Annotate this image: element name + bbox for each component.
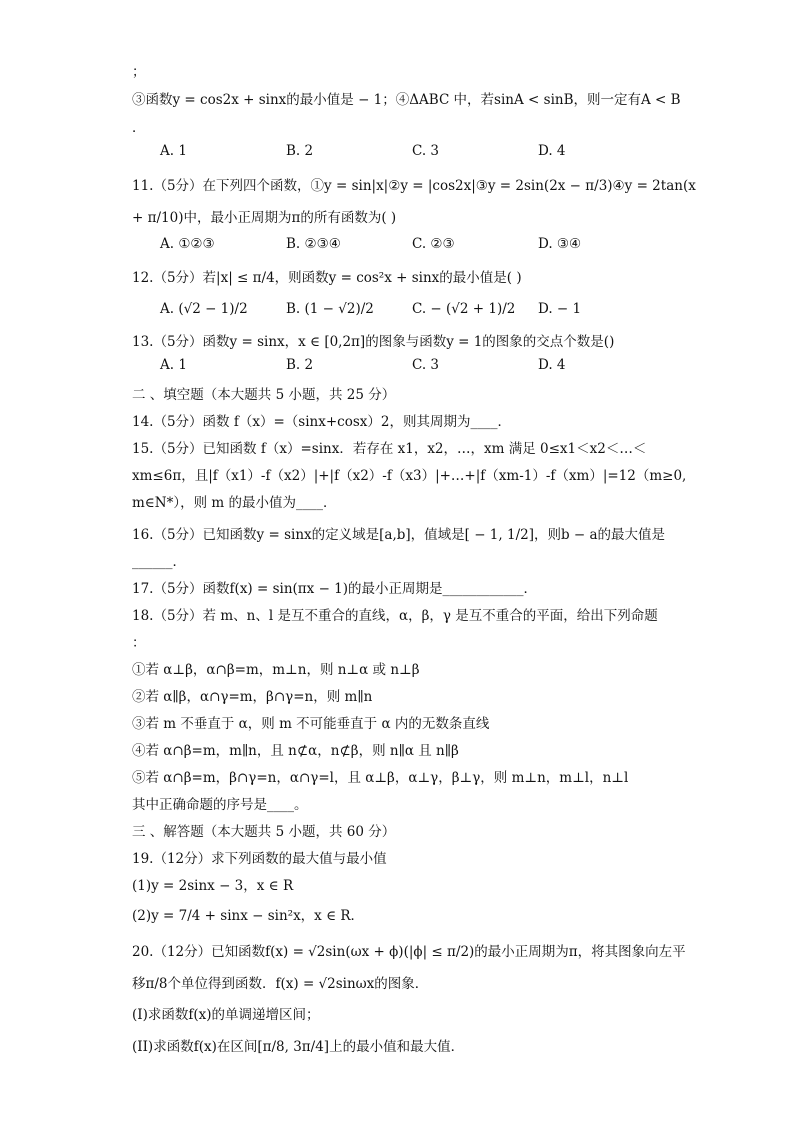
option-c: C. 3	[412, 357, 440, 373]
question-20-cont: 移π/8个单位得到函数．f(x) = √2sinωx的图象．	[132, 976, 429, 992]
option-a: A. 1	[160, 143, 187, 159]
section-heading: 二 、填空题（本大题共 5 小题，共 25 分）	[132, 387, 396, 403]
question-12: 12.（5分）若|x| ≤ π/4，则函数y = cos²x + sinx的最小值是( )	[132, 270, 522, 286]
option-b: B. 2	[286, 357, 314, 373]
question-16: 16.（5分）已知函数y = sinx的定义域是[a,b]，值域是[ − 1, 1/2]，则b − a的最大值是	[132, 527, 666, 543]
question-14: 14.（5分）函数 f（x）=（sinx+cosx）2，则其周期为____．	[132, 414, 511, 430]
option-b: B. 2	[286, 143, 314, 159]
question-19-part-2: (2)y = 7/4 + sinx − sin²x，x ∈ R．	[132, 908, 365, 924]
question-18-cont: ：	[132, 635, 146, 651]
question-19: 19.（12分）求下列函数的最大值与最小值	[132, 851, 387, 867]
question-15-cont: xm≤6π，且|f（x1）-f（x2）|+|f（x2）-f（x3）|+…+|f（xm-1）-f（xm）|=12（m≥0,	[132, 468, 687, 484]
option-c: C. − (√2 + 1)/2	[412, 301, 516, 317]
option-d: D. ③④	[538, 236, 582, 252]
option-a: A. (√2 − 1)/2	[160, 301, 248, 317]
question-15: 15.（5分）已知函数 f（x）=sinx．若存在 x1，x2，…，xm 满足 0≤x1＜x2＜…＜	[132, 441, 647, 457]
proposition-1: ①若 α⊥β，α∩β=m，m⊥n，则 n⊥α 或 n⊥β	[132, 662, 420, 678]
question-18-end: 其中正确命题的序号是____。	[132, 797, 308, 813]
text-line: ③函数y = cos2x + sinx的最小值是 − 1；④ΔABC 中，若sinA < sinB，则一定有A < B	[132, 92, 681, 108]
option-d: D. 4	[538, 357, 566, 373]
option-a: A. 1	[160, 357, 187, 373]
question-18: 18.（5分）若 m、n、l 是互不重合的直线，α，β，γ 是互不重合的平面，给出下列命题	[132, 608, 658, 624]
question-20-part-1: (I)求函数f(x)的单调递增区间；	[132, 1007, 320, 1023]
option-b: B. (1 − √2)/2	[286, 301, 374, 317]
question-20: 20.（12分）已知函数f(x) = √2sin(ωx + ϕ)(|ϕ| ≤ π/2)的最小正周期为π，将其图象向左平	[132, 944, 686, 960]
question-15-cont: m∈N*），则 m 的最小值为____．	[132, 495, 337, 511]
proposition-3: ③若 m 不垂直于 α，则 m 不可能垂直于 α 内的无数条直线	[132, 716, 490, 732]
question-20-part-2: (II)求函数f(x)在区间[π/8, 3π/4]上的最小值和最大值．	[132, 1039, 465, 1055]
section-heading: 三 、解答题（本大题共 5 小题，共 60 分）	[132, 824, 396, 840]
text-line: ；	[132, 64, 146, 80]
option-a: A. ①②③	[160, 236, 215, 252]
question-17: 17.（5分）函数f(x) = sin(πx − 1)的最小正周期是____________．	[132, 581, 538, 597]
option-b: B. ②③④	[286, 236, 341, 252]
option-d: D. 4	[538, 143, 566, 159]
question-11: 11.（5分）在下列四个函数，①y = sin|x|②y = |cos2x|③y = 2sin(2x − π/3)④y = 2tan(x	[132, 178, 696, 194]
question-19-part-1: (1)y = 2sinx − 3，x ∈ R	[132, 878, 294, 894]
question-16-cont: ______．	[132, 554, 186, 570]
option-c: C. ②③	[412, 236, 455, 252]
proposition-4: ④若 α∩β=m，m∥n，且 n⊄α，n⊄β，则 n∥α 且 n∥β	[132, 743, 459, 759]
question-13: 13.（5分）函数y = sinx，x ∈ [0,2π]的图象与函数y = 1的图象的交点个数是()	[132, 334, 615, 350]
text-line: ．	[132, 120, 146, 136]
proposition-5: ⑤若 α∩β=m，β∩γ=n，α∩γ=l，且 α⊥β，α⊥γ，β⊥γ，则 m⊥n，m⊥l，n⊥l	[132, 770, 629, 786]
question-11-cont: + π/10)中，最小正周期为π的所有函数为( )	[132, 210, 397, 226]
proposition-2: ②若 α∥β，α∩γ=m，β∩γ=n，则 m∥n	[132, 689, 373, 705]
option-d: D. − 1	[538, 301, 582, 317]
option-c: C. 3	[412, 143, 440, 159]
